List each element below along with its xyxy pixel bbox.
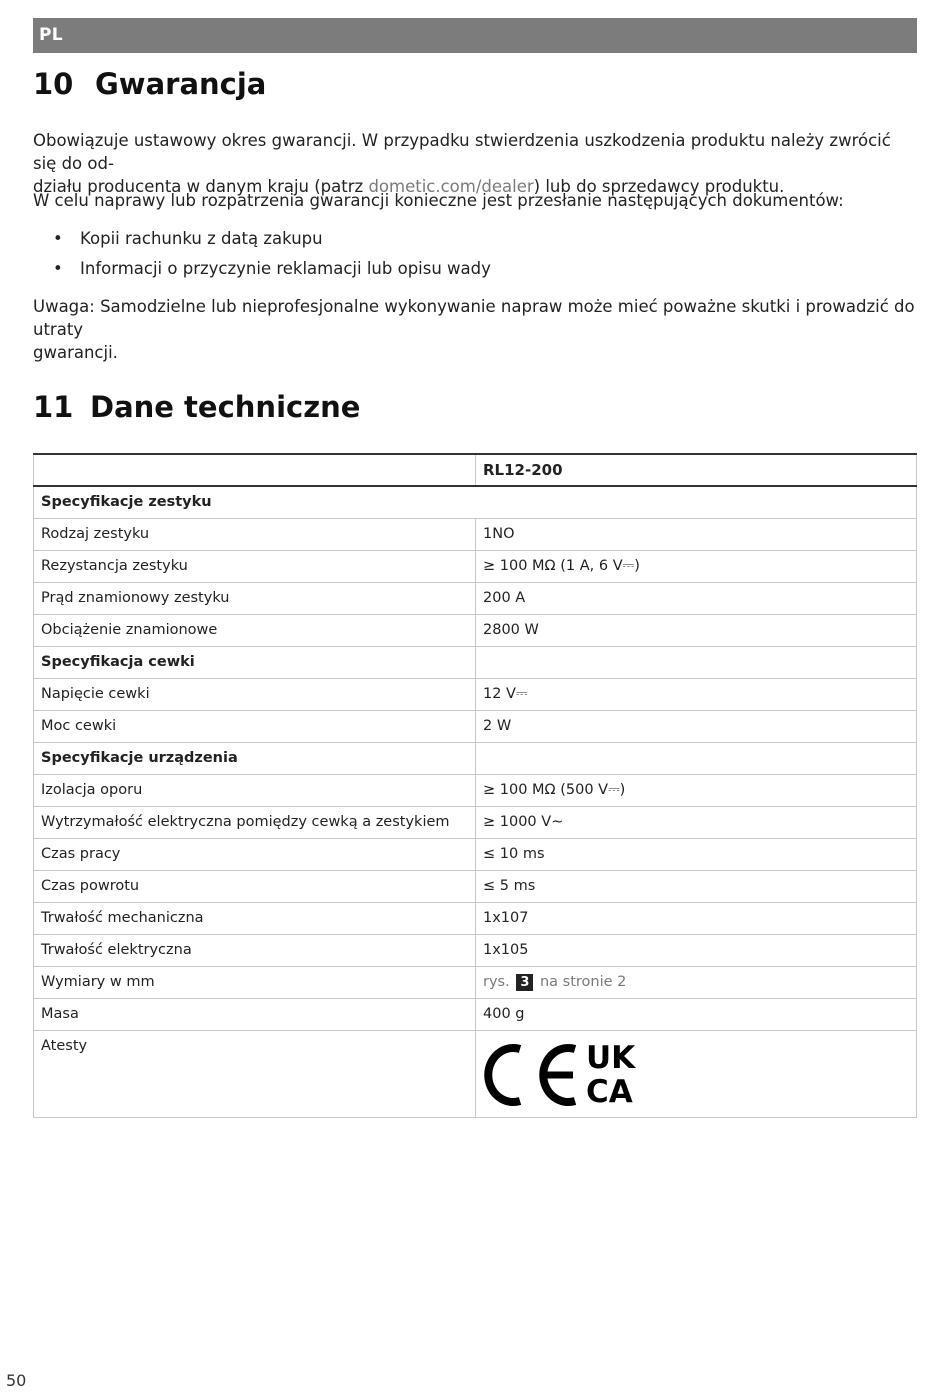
section-number: 10 [33,67,74,101]
section-heading-technical-data [33,390,360,424]
row-label: Izolacja oporu [34,774,476,806]
row-value: ≥ 100 MΩ (1 A, 6 V⎓) [476,550,917,582]
row-label: Czas powrotu [34,870,476,902]
table-row [34,646,917,678]
warranty-text-line2-post: ) lub do sprzedawcy produktu. [533,177,785,196]
certification-marks [476,1030,917,1117]
row-value: 2 W [476,710,917,742]
row-value: 12 V⎓ [476,678,917,710]
technical-data-table [33,453,917,1118]
row-label: Prąd znamionowy zestyku [34,582,476,614]
row-value [476,742,917,774]
ce-ukca-marks-icon [483,1038,653,1108]
table-header-row [34,454,917,486]
ukca-mark-bottom: CA [586,1073,633,1108]
table-row [34,870,917,902]
row-value: 400 g [476,998,917,1030]
row-value: ≥ 100 MΩ (500 V⎓) [476,774,917,806]
list-item [53,227,323,250]
table-row [34,518,917,550]
list-item-text: Kopii rachunku z datą zakupu [80,229,323,248]
section-title: Dane techniczne [90,390,361,424]
row-label: Rezystancja zestyku [34,550,476,582]
row-label: Trwałość mechaniczna [34,902,476,934]
row-label: Obciążenie znamionowe [34,614,476,646]
row-label: Czas pracy [34,838,476,870]
dealer-link[interactable]: dometic.com/dealer [368,177,534,196]
row-value [476,966,917,998]
bullet-dot: • [53,259,63,278]
table-row [34,934,917,966]
row-label: Moc cewki [34,710,476,742]
table-row [34,1030,917,1117]
table-row [34,486,917,518]
table-row [34,742,917,774]
row-label: Wytrzymałość elektryczna pomiędzy cewką a zestykiem [34,806,476,838]
model-header: RL12-200 [476,454,917,486]
list-item [53,257,491,280]
group-heading: Specyfikacja cewki [34,646,476,678]
row-label: Wymiary w mm [34,966,476,998]
table-row [34,710,917,742]
figure-ref-suffix: na stronie 2 [539,973,627,990]
row-value: 2800 W [476,614,917,646]
row-value: ≤ 5 ms [476,870,917,902]
row-label: Masa [34,998,476,1030]
table-row [34,774,917,806]
list-item-text: Informacji o przyczynie reklamacji lub opisu wady [80,259,491,278]
section-title: Gwarancja [95,67,267,101]
row-label: Trwałość elektryczna [34,934,476,966]
header-empty-cell [34,454,476,486]
note-paragraph [33,295,917,364]
warranty-text-line1: Obowiązuje ustawowy okres gwarancji. W przypadku stwierdzenia uszkodzenia produktu należy zwrócić się do od- [33,131,891,173]
note-line2: gwarancji. [33,343,118,362]
ce-mark-c-icon [488,1048,520,1102]
figure-number-badge[interactable]: 3 [516,974,533,991]
row-value [476,646,917,678]
page-number: 50 [6,1371,27,1390]
table-row [34,902,917,934]
table-row [34,550,917,582]
ukca-mark-top: UK [586,1039,636,1076]
row-value: 1x105 [476,934,917,966]
row-value: 1NO [476,518,917,550]
table-row [34,838,917,870]
row-value: ≥ 1000 V∼ [476,806,917,838]
group-heading: Specyfikacje urządzenia [34,742,476,774]
row-value: 1x107 [476,902,917,934]
group-heading: Specyfikacje zestyku [34,486,917,518]
table-row [34,966,917,998]
warranty-paragraph [33,129,917,198]
table-row [34,806,917,838]
section-number: 11 [33,390,74,424]
row-value: 200 A [476,582,917,614]
language-bar [33,18,917,53]
documents-paragraph: W celu naprawy lub rozpatrzenia gwarancji konieczne jest przesłanie następujących dokumentów: [33,191,844,210]
table-row [34,614,917,646]
row-label: Rodzaj zestyku [34,518,476,550]
table-row [34,998,917,1030]
warranty-text-line2-pre: działu producenta w danym kraju (patrz [33,177,369,196]
row-label: Atesty [34,1030,476,1117]
language-code: PL [39,25,63,45]
section-heading-warranty [33,67,266,101]
table-row [34,678,917,710]
table-row [34,582,917,614]
row-value: ≤ 10 ms [476,838,917,870]
figure-ref-prefix: rys. [483,973,510,990]
bullet-dot: • [53,229,63,248]
note-line1: Uwaga: Samodzielne lub nieprofesjonalne wykonywanie napraw może mieć poważne skutki i prowadzić do utraty [33,297,915,339]
row-label: Napięcie cewki [34,678,476,710]
